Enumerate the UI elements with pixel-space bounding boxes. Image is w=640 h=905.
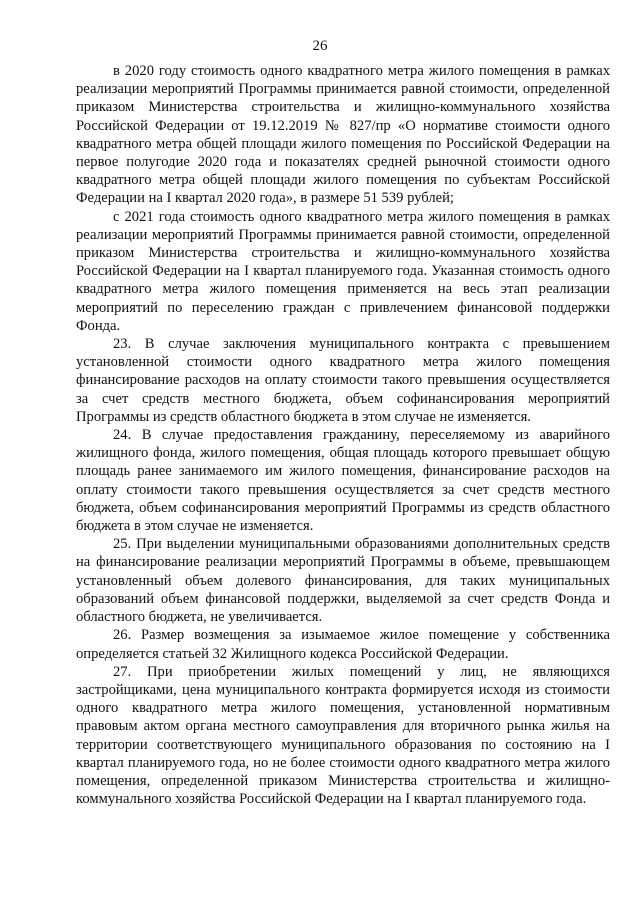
document-body [76, 62, 610, 808]
paragraph-23: 23. В случае заключения муниципального контракта с превышением установленной стоимости одного квадратного метра жилого помещения финансирование расходов на оплату стоимости такого превышения осуществляется за счет средств местного бюджета, объем софинансирования мероприятий Программы из средств областного бюджета в этом случае не изменяется. [76, 336, 610, 425]
paragraph-2021-cost: с 2021 года стоимость одного квадратного метра жилого помещения в рамках реализации мероприятий Программы принимается равной стоимости, определенной приказом Министерства строительства и жилищно-коммунального хозяйства Российской Федерации на I квартал планируемого года. Указанная стоимость одного квадратного метра жилого помещения применяется на весь этап реализации мероприятий по переселению граждан с привлечением финансовой поддержки Фонда. [76, 208, 610, 334]
paragraph-2020-cost: в 2020 году стоимость одного квадратного метра жилого помещения в рамках реализации мероприятий Программы принимается равной стоимости, определенной приказом Министерства строительства и жилищно-коммунального хозяйства Российской Федерации от 19.12.2019 № 827/пр «О нормативе стоимости одного квадратного метра общей площади жилого помещения по Российской Федерации на первое полугодие 2020 года и показателях средней рыночной стоимости одного квадратного метра общей площади жилого помещения по субъектам Российской Федерации на I квартал 2020 года», в размере 51 539 рублей; [76, 63, 610, 207]
paragraph-26: 26. Размер возмещения за изымаемое жилое помещение у собственника определяется статьей 32 Жилищного кодекса Российской Федерации. [76, 627, 610, 662]
paragraph-24: 24. В случае предоставления гражданину, переселяемому из аварийного жилищного фонда, жилого помещения, общая площадь которого превышает общую площадь ранее занимаемого им жилого помещения, финансирование расходов на оплату стоимости такого превышения осуществляется за счет средств местного бюджета, объем софинансирования мероприятий Программы из средств областного бюджета в этом случае не изменяется. [76, 427, 610, 535]
page-number: 26 [312, 38, 328, 54]
paragraph-25: 25. При выделении муниципальными образованиями дополнительных средств на финансирование реализации мероприятий Программы в объеме, превышающем установленный объем долевого финансирования, для таких муниципальных образований объем финансовой поддержки, выделяемой за счет средств Фонда и областного бюджета, не увеличивается. [76, 536, 610, 626]
paragraph-27: 27. При приобретении жилых помещений у лиц, не являющихся застройщиками, цена муниципального контракта формируется исходя из стоимости одного квадратного метра жилого помещения, установленной нормативным правовым актом органа местного самоуправления для вторичного рынка жилья на территории соответствующего муниципального образования по состоянию на I квартал планируемого года, но не более стоимости одного квадратного метра жилого помещения, определенной приказом Министерства строительства и жилищно-коммунального хозяйства Российской Федерации на I квартал планируемого года. [76, 663, 610, 808]
